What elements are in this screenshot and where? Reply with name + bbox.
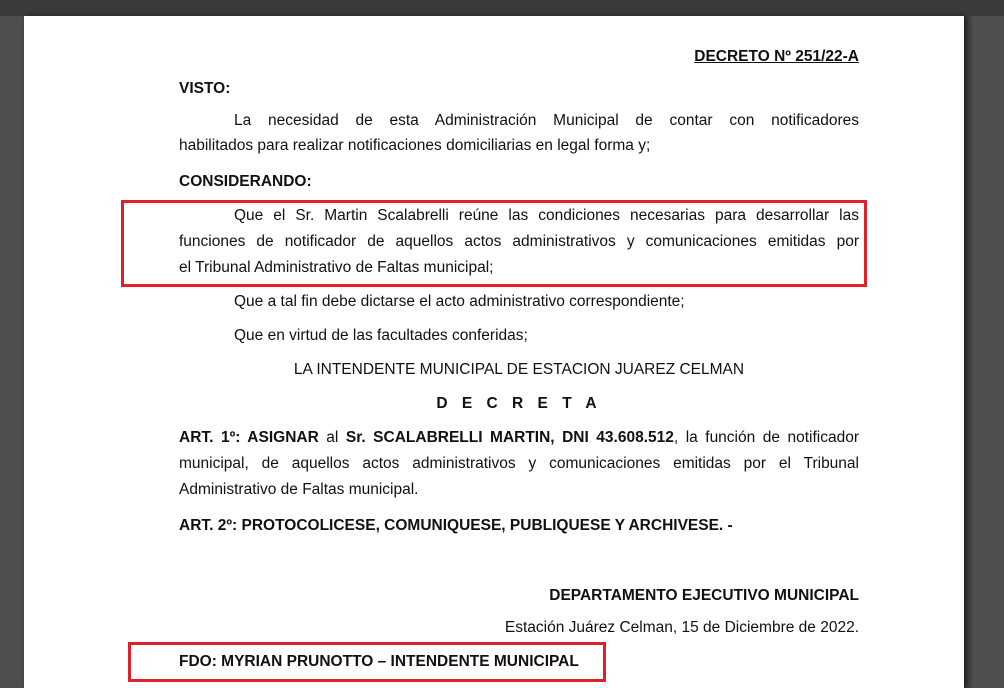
article-1-rest: , la función de notificador (673, 429, 859, 446)
article-1-al: al (318, 429, 346, 446)
visto-line-1: La necesidad de esta Administración Municipal de contar con notificadores (234, 112, 859, 129)
authority-line: LA INTENDENTE MUNICIPAL DE ESTACION JUAREZ CELMAN (293, 361, 745, 378)
considerando-1-line-3: el Tribunal Administrativo de Faltas municipal; (179, 259, 494, 276)
considerando-1-line-1: Que el Sr. Martin Scalabrelli reúne las condiciones necesarias para desarrollar las (234, 207, 859, 224)
place-date: Estación Juárez Celman, 15 de Diciembre de 2022. (504, 619, 859, 636)
article-1-line-2: municipal, de aquellos actos administrativos y comunicaciones emitidas por el Tribunal (179, 455, 859, 472)
page-shadow (964, 16, 974, 688)
article-1-name: Sr. SCALABRELLI MARTIN, DNI 43.608.512 (345, 429, 674, 446)
document-page (24, 16, 964, 688)
considerando-1-line-2: funciones de notificador de aquellos actos administrativos y comunicaciones emitidas por (179, 233, 859, 250)
article-1-label: ART. 1º: ASIGNAR (179, 429, 319, 446)
decreta-heading: D E C R E T A (436, 395, 602, 412)
department-name: DEPARTAMENTO EJECUTIVO MUNICIPAL (549, 587, 859, 604)
considerando-3: Que en virtud de las facultades conferidas; (234, 327, 528, 344)
article-1-line-1 (179, 425, 859, 451)
considerando-heading: CONSIDERANDO: (179, 173, 312, 190)
highlight-box-signature (128, 642, 606, 682)
decree-title: DECRETO Nº 251/22-A (694, 48, 859, 65)
signature-line: FDO: MYRIAN PRUNOTTO – INTENDENTE MUNICIPAL (179, 653, 579, 670)
article-2: ART. 2º: PROTOCOLICESE, COMUNIQUESE, PUBLIQUESE Y ARCHIVESE. - (179, 517, 733, 534)
visto-heading: VISTO: (179, 80, 231, 97)
highlight-box-considerando (121, 200, 867, 287)
visto-line-2: habilitados para realizar notificaciones domiciliarias en legal forma y; (179, 137, 651, 154)
considerando-2: Que a tal fin debe dictarse el acto administrativo correspondiente; (234, 293, 685, 310)
article-1-line-3: Administrativo de Faltas municipal. (179, 481, 419, 498)
